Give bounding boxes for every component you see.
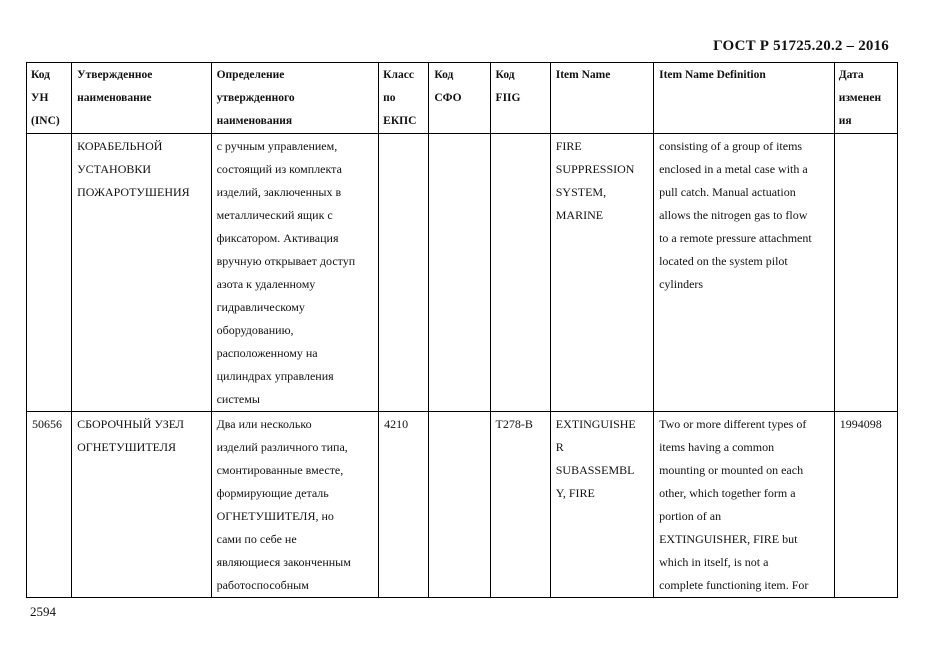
cell-line: cylinders bbox=[659, 277, 704, 291]
cell-line: расположенному на bbox=[216, 346, 318, 360]
cell-line: 4210 bbox=[384, 417, 409, 431]
cell-item-name-definition bbox=[654, 412, 835, 598]
cell-line: Y, FIRE bbox=[555, 486, 595, 500]
cell-line: цилиндрах управления bbox=[216, 369, 334, 383]
cell-line: MARINE bbox=[555, 208, 604, 222]
cell-line: смонтированные вместе, bbox=[216, 463, 344, 477]
cell-line: состоящий из комплекта bbox=[216, 162, 342, 176]
header-definition bbox=[211, 63, 379, 134]
header-line: УН bbox=[31, 92, 49, 104]
header-line: Код bbox=[495, 69, 515, 81]
cell-line: с ручным управлением, bbox=[216, 139, 338, 153]
header-approved-name bbox=[72, 63, 211, 134]
header-item-name bbox=[550, 63, 653, 134]
header-line: Item Name Definition bbox=[659, 69, 766, 81]
cell-line: FIRE bbox=[555, 139, 582, 153]
cell-line: фиксатором. Активация bbox=[216, 231, 339, 245]
cell-line: гидравлическому bbox=[216, 300, 305, 314]
cell-line: азота к удаленному bbox=[216, 277, 316, 291]
header-line: Дата bbox=[838, 69, 864, 81]
cell-line: СБОРОЧНЫЙ УЗЕЛ bbox=[77, 417, 185, 431]
cell-line: EXTINGUISHE bbox=[555, 417, 636, 431]
header-line: Класс bbox=[383, 69, 414, 81]
cell-line: системы bbox=[216, 392, 260, 406]
cell-line: portion of an bbox=[659, 509, 722, 523]
cell-line: оборудованию, bbox=[216, 323, 294, 337]
table-row bbox=[27, 134, 898, 412]
cell-line: изделий различного типа, bbox=[216, 440, 348, 454]
cell-line: R bbox=[555, 440, 564, 454]
cell-line: T278-B bbox=[495, 417, 533, 431]
cell-change-date bbox=[834, 134, 897, 412]
cell-line: работоспособным bbox=[216, 578, 309, 592]
cell-line: Два или несколько bbox=[216, 417, 312, 431]
cell-line: consisting of a group of items bbox=[659, 139, 803, 153]
header-sfo-code bbox=[429, 63, 490, 134]
cell-line: КОРАБЕЛЬНОЙ bbox=[77, 139, 163, 153]
table-row bbox=[27, 412, 898, 598]
cell-line: complete functioning item. For bbox=[659, 578, 809, 592]
cell-line: SYSTEM, bbox=[555, 185, 607, 199]
cell-line: EXTINGUISHER, FIRE but bbox=[659, 532, 798, 546]
cell-line: УСТАНОВКИ bbox=[77, 162, 152, 176]
header-fiig-code bbox=[490, 63, 550, 134]
cell-line: 50656 bbox=[32, 417, 62, 431]
cell-approved-name bbox=[72, 412, 211, 598]
header-line: утвержденного bbox=[216, 92, 295, 104]
cell-line: enclosed in a metal case with a bbox=[659, 162, 808, 176]
cell-line: металлический ящик с bbox=[216, 208, 333, 222]
cell-line: mounting or mounted on each bbox=[659, 463, 804, 477]
cell-line: other, which together form a bbox=[659, 486, 796, 500]
cell-line: pull catch. Manual actuation bbox=[659, 185, 796, 199]
cell-line: ПОЖАРОТУШЕНИЯ bbox=[77, 185, 190, 199]
header-line: Код bbox=[31, 69, 51, 81]
cell-fiig-code bbox=[490, 412, 550, 598]
header-line: Определение bbox=[216, 69, 285, 81]
cell-inc-code bbox=[27, 412, 72, 598]
cell-line: формирующие деталь bbox=[216, 486, 329, 500]
header-line: СФО bbox=[434, 92, 462, 104]
header-line: FIIG bbox=[495, 92, 521, 104]
header-line: (INC) bbox=[31, 115, 60, 127]
cell-line: SUBASSEMBL bbox=[555, 463, 635, 477]
header-line: Утвержденное bbox=[77, 69, 153, 81]
cell-line: вручную открывает доступ bbox=[216, 254, 356, 268]
cell-inc-code bbox=[27, 134, 72, 412]
header-item-name-definition bbox=[654, 63, 835, 134]
cell-line: изделий, заключенных в bbox=[216, 185, 342, 199]
cell-sfo-code bbox=[429, 134, 490, 412]
header-line: по bbox=[383, 92, 396, 104]
cell-line: located on the system pilot bbox=[659, 254, 788, 268]
document-code: ГОСТ Р 51725.20.2 – 2016 bbox=[713, 38, 889, 54]
cell-ekps-class bbox=[379, 134, 429, 412]
cell-line: 1994098 bbox=[839, 417, 882, 431]
cell-line: являющиеся законченным bbox=[216, 555, 351, 569]
header-line: ЕКПС bbox=[383, 115, 417, 127]
cell-item-name bbox=[550, 412, 653, 598]
cell-line: which in itself, is not a bbox=[659, 555, 769, 569]
cell-sfo-code bbox=[429, 412, 490, 598]
cell-ekps-class bbox=[379, 412, 429, 598]
header-line: Код bbox=[434, 69, 454, 81]
cell-item-name bbox=[550, 134, 653, 412]
cell-line: ОГНЕТУШИТЕЛЯ, но bbox=[216, 509, 334, 523]
table-body bbox=[27, 134, 898, 598]
cell-approved-name bbox=[72, 134, 211, 412]
cell-line: сами по себе не bbox=[216, 532, 297, 546]
cell-line: items having a common bbox=[659, 440, 775, 454]
table-header-row bbox=[27, 63, 898, 134]
header-ekps-class bbox=[379, 63, 429, 134]
cell-fiig-code bbox=[490, 134, 550, 412]
header-inc-code bbox=[27, 63, 72, 134]
header-change-date bbox=[834, 63, 897, 134]
header-line: ия bbox=[838, 115, 852, 127]
header-line: Item Name bbox=[555, 69, 611, 81]
cell-line: ОГНЕТУШИТЕЛЯ bbox=[77, 440, 176, 454]
header-line: наименования bbox=[216, 115, 293, 127]
cell-line: Two or more different types of bbox=[659, 417, 807, 431]
header-line: наименование bbox=[77, 92, 152, 104]
cell-item-name-definition bbox=[654, 134, 835, 412]
cell-line: SUPPRESSION bbox=[555, 162, 635, 176]
header-line: изменен bbox=[838, 92, 882, 104]
cell-definition bbox=[211, 134, 379, 412]
cell-change-date bbox=[834, 412, 897, 598]
cell-definition bbox=[211, 412, 379, 598]
page-number: 2594 bbox=[30, 604, 56, 619]
catalog-table bbox=[26, 62, 898, 598]
cell-line: allows the nitrogen gas to flow bbox=[659, 208, 808, 222]
cell-line: to a remote pressure attachment bbox=[659, 231, 812, 245]
